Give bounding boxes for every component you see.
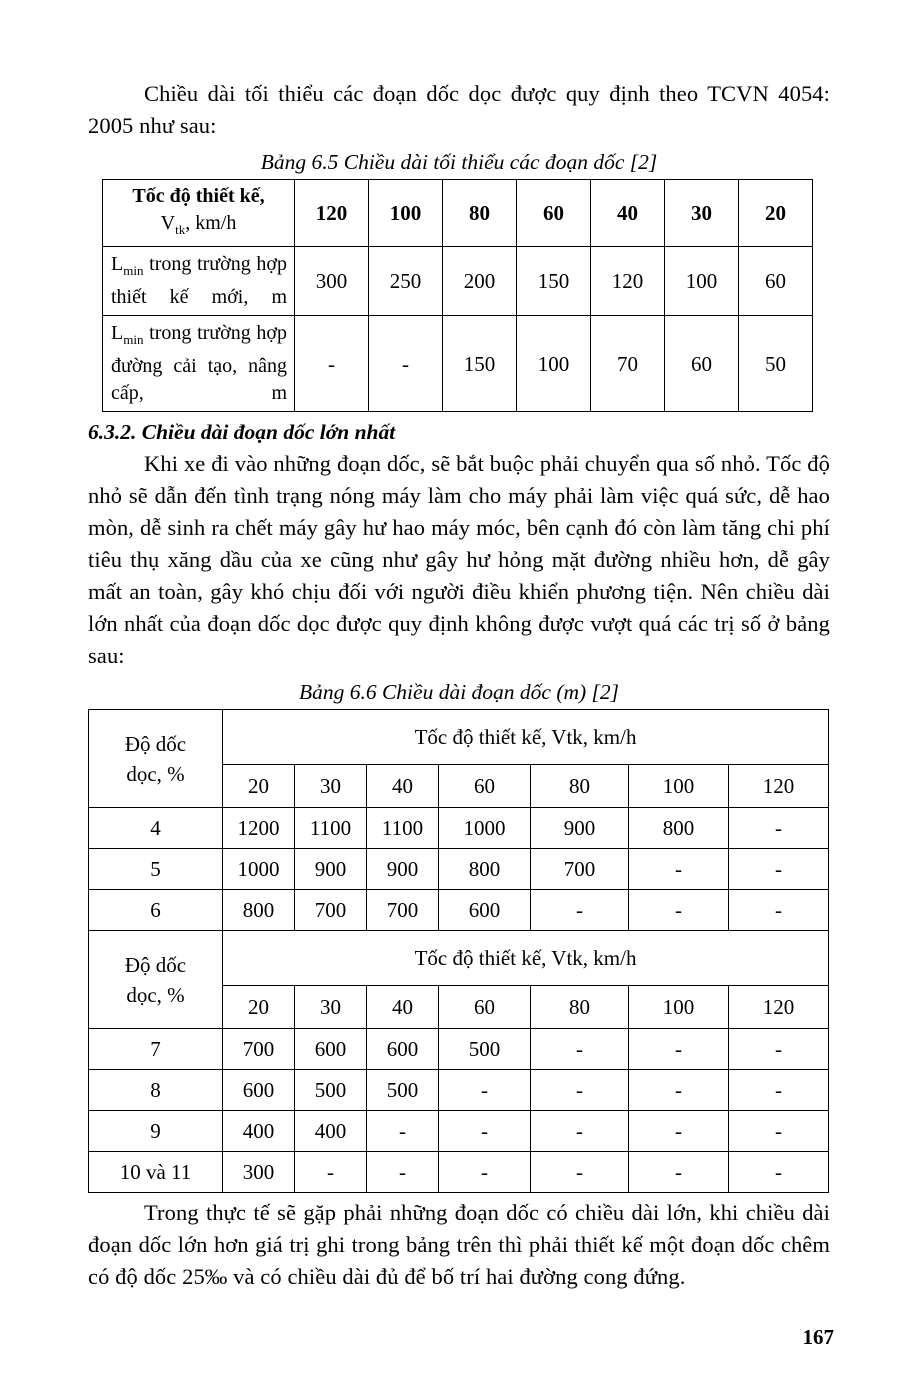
cell-r0-c1: 250 [369,247,443,316]
b1-r1-c3: 800 [439,849,531,890]
b2-r3-c0: 300 [223,1152,295,1193]
section-heading-632: 6.3.2. Chiều dài đoạn dốc lớn nhất [88,420,396,444]
b2-speed-5: 100 [629,986,729,1029]
b1-r0-slope: 4 [89,808,223,849]
b2-r1-slope: 8 [89,1070,223,1111]
table-row [89,890,829,931]
speed-col-0: 120 [295,180,369,247]
table-max-slope-lengths [88,709,829,1193]
b1-speed-4: 80 [531,765,629,808]
b2-r2-c5: - [629,1111,729,1152]
lmin-symbol: L [111,253,124,275]
b1-speed-5: 100 [629,765,729,808]
vtk-units: , km/h [185,212,237,234]
b2-r2-c2: - [367,1111,439,1152]
b2-r2-c0: 400 [223,1111,295,1152]
b2-r3-c2: - [367,1152,439,1193]
table-row-header [89,931,829,986]
slope-header-2 [89,931,223,1029]
b2-speed-3: 60 [439,986,531,1029]
page-content [88,78,830,1293]
b2-r0-c4: - [531,1029,629,1070]
b1-speed-3: 60 [439,765,531,808]
b2-speed-2: 40 [367,986,439,1029]
speed-col-4: 40 [591,180,665,247]
b2-r1-c4: - [531,1070,629,1111]
b1-r1-c1: 900 [295,849,367,890]
b2-r0-slope: 7 [89,1029,223,1070]
lmin-subscript: min [123,263,144,278]
vtk-subscript: tk [175,222,186,237]
b1-r2-c0: 800 [223,890,295,931]
cell-r1-c6: 50 [739,316,813,412]
b1-r2-c1: 700 [295,890,367,931]
header-line-1: Tốc độ thiết kế, [132,185,265,207]
b1-r1-c6: - [729,849,829,890]
table-row [89,1152,829,1193]
header-line-2 [109,210,288,243]
speed-group-header-2: Tốc độ thiết kế, Vtk, km/h [223,931,829,986]
lmin-subscript: min [123,332,144,347]
table-row [89,1029,829,1070]
b1-r2-c4: - [531,890,629,931]
table-row [103,247,813,316]
speed-col-3: 60 [517,180,591,247]
table-65-caption: Bảng 6.5 Chiều dài tối thiểu các đoạn dốc [2] [260,150,658,174]
table-row [89,1111,829,1152]
b2-r1-c5: - [629,1070,729,1111]
cell-r0-c2: 200 [443,247,517,316]
b2-r2-c3: - [439,1111,531,1152]
lmin-symbol: L [111,322,124,344]
speed-col-1: 100 [369,180,443,247]
lmin-rest: trong trường hợp thiết kế mới, m [111,253,287,308]
speed-col-5: 30 [665,180,739,247]
b1-speed-2: 40 [367,765,439,808]
slope-header-line1: Độ dốc [124,952,187,977]
b2-speed-4: 80 [531,986,629,1029]
b1-r1-c2: 900 [367,849,439,890]
b2-r1-c2: 500 [367,1070,439,1111]
b1-r1-c0: 1000 [223,849,295,890]
speed-col-2: 80 [443,180,517,247]
speed-group-header-1: Tốc độ thiết kế, Vtk, km/h [223,710,829,765]
b1-speed-0: 20 [223,765,295,808]
cell-r1-c2: 150 [443,316,517,412]
b2-r3-c3: - [439,1152,531,1193]
b2-speed-0: 20 [223,986,295,1029]
b1-r2-c5: - [629,890,729,931]
slope-header-line2: dọc, % [126,761,185,786]
b1-r1-c5: - [629,849,729,890]
closing-paragraph: Trong thực tế sẽ gặp phải những đoạn dốc có chiều dài lớn, khi chiều dài đoạn dốc lớn hơn giá trị ghi trong bảng trên thì phải thiết kế một đoạn dốc chêm có độ dốc 25‰ và có chiều dài đủ để bố trí hai đường cong đứng. [88,1200,830,1289]
b2-r1-c3: - [439,1070,531,1111]
b1-r0-c0: 1200 [223,808,295,849]
section-paragraph: Khi xe đi vào những đoạn dốc, sẽ bắt buộc phải chuyển qua số nhỏ. Tốc độ nhỏ sẽ dẫn đến tình trạng nóng máy làm cho máy phải làm việc quá sức, dễ hao mòn, dễ sinh ra chết máy gây hư hao máy móc, bên cạnh đó còn làm tăng chi phí tiêu thụ xăng dầu của xe cũng như gây hư hỏng mặt đường nhiều hơn, dễ gây mất an toàn, gây khó chịu đối với người điều khiển phương tiện. Nên chiều dài lớn nhất của đoạn dốc dọc được quy định không được vượt quá các trị số ở bảng sau: [88,451,830,668]
header-design-speed-label [103,180,295,247]
row-label-lmin-new [103,247,295,316]
b1-r0-c4: 900 [531,808,629,849]
b2-r2-c4: - [531,1111,629,1152]
b2-r3-c4: - [531,1152,629,1193]
table-row [89,808,829,849]
cell-r1-c4: 70 [591,316,665,412]
slope-header-line2: dọc, % [126,982,185,1007]
table-row [89,849,829,890]
b2-r3-c1: - [295,1152,367,1193]
b2-r0-c5: - [629,1029,729,1070]
b1-r1-c4: 700 [531,849,629,890]
b2-r0-c2: 600 [367,1029,439,1070]
b2-r0-c1: 600 [295,1029,367,1070]
row-label-lmin-upgrade [103,316,295,412]
b1-r2-c6: - [729,890,829,931]
cell-r0-c5: 100 [665,247,739,316]
cell-r0-c6: 60 [739,247,813,316]
b2-r2-slope: 9 [89,1111,223,1152]
table-66-caption: Bảng 6.6 Chiều dài đoạn dốc (m) [2] [298,680,620,704]
b1-r2-c3: 600 [439,890,531,931]
table-row [89,1070,829,1111]
table-row-header [103,180,813,247]
cell-r1-c0: - [295,316,369,412]
b2-r0-c6: - [729,1029,829,1070]
b1-r0-c2: 1100 [367,808,439,849]
cell-r1-c3: 100 [517,316,591,412]
b2-r3-c6: - [729,1152,829,1193]
b2-r3-slope: 10 và 11 [89,1152,223,1193]
lmin-rest: trong trường hợp đường cải tạo, nâng cấp, m [111,322,287,404]
b2-speed-1: 30 [295,986,367,1029]
b2-r0-c3: 500 [439,1029,531,1070]
b2-r1-c1: 500 [295,1070,367,1111]
cell-r0-c4: 120 [591,247,665,316]
table-row-header [89,710,829,765]
table-min-slope-lengths [102,179,813,412]
cell-r0-c0: 300 [295,247,369,316]
vtk-symbol: V [160,212,176,234]
b1-r2-slope: 6 [89,890,223,931]
intro-paragraph: Chiều dài tối thiểu các đoạn dốc dọc được quy định theo TCVN 4054: 2005 như sau: [88,81,830,138]
b1-r0-c3: 1000 [439,808,531,849]
slope-header-1 [89,710,223,808]
b2-r1-c6: - [729,1070,829,1111]
b2-r3-c5: - [629,1152,729,1193]
b1-speed-6: 120 [729,765,829,808]
cell-r0-c3: 150 [517,247,591,316]
b2-r2-c1: 400 [295,1111,367,1152]
b1-r0-c5: 800 [629,808,729,849]
cell-r1-c5: 60 [665,316,739,412]
b2-r1-c0: 600 [223,1070,295,1111]
b1-speed-1: 30 [295,765,367,808]
b2-speed-6: 120 [729,986,829,1029]
b2-r2-c6: - [729,1111,829,1152]
slope-header-line1: Độ dốc [124,731,187,756]
page-number: 167 [802,1325,834,1349]
b1-r1-slope: 5 [89,849,223,890]
speed-col-6: 20 [739,180,813,247]
b1-r0-c1: 1100 [295,808,367,849]
table-row [103,316,813,412]
b1-r0-c6: - [729,808,829,849]
b2-r0-c0: 700 [223,1029,295,1070]
cell-r1-c1: - [369,316,443,412]
b1-r2-c2: 700 [367,890,439,931]
